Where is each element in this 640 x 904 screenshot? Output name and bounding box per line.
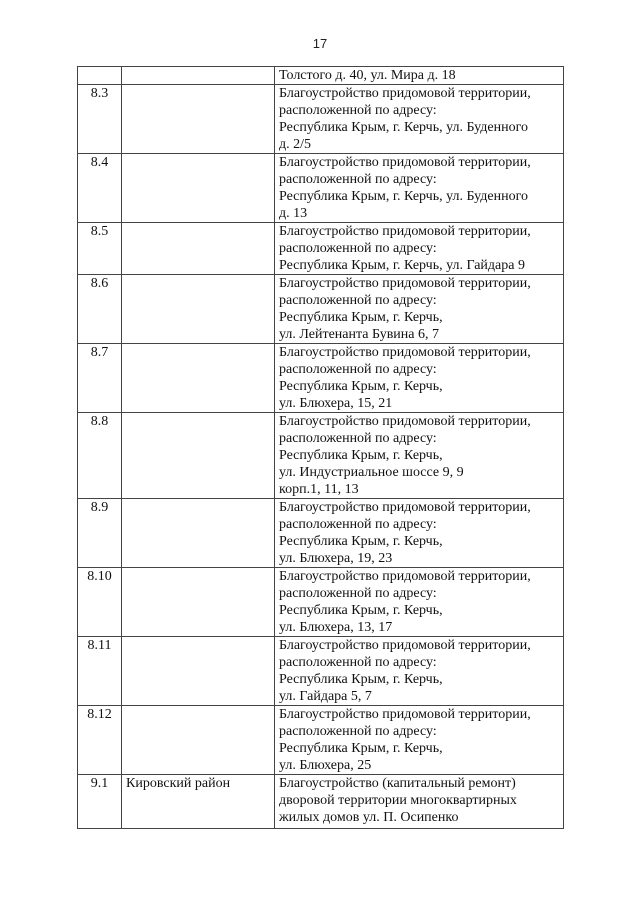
row-number: 8.8 xyxy=(78,413,122,499)
row-number: 8.7 xyxy=(78,344,122,413)
row-number: 8.6 xyxy=(78,275,122,344)
description-line: расположенной по адресу: xyxy=(279,724,437,739)
description-line: Республика Крым, г. Керчь, xyxy=(279,379,443,394)
description-line: ул. Индустриальное шоссе 9, 9 xyxy=(279,465,464,480)
row-number: 8.10 xyxy=(78,568,122,637)
description-line: жилых домов ул. П. Осипенко xyxy=(279,810,459,825)
description-line: Благоустройство придомовой территории, xyxy=(279,414,531,429)
description-line: д. 13 xyxy=(279,206,308,221)
page-number: 17 xyxy=(312,36,328,51)
row-number: 9.1 xyxy=(78,775,122,829)
row-district xyxy=(122,344,275,413)
table-row xyxy=(78,499,564,568)
description-line: расположенной по адресу: xyxy=(279,431,437,446)
row-description xyxy=(275,154,564,223)
row-number: 8.11 xyxy=(78,637,122,706)
description-line: ул. Блюхера, 25 xyxy=(279,758,372,773)
row-description xyxy=(275,85,564,154)
description-line: Благоустройство придомовой территории, xyxy=(279,86,531,101)
description-line: корп.1, 11, 13 xyxy=(279,482,359,497)
table-body xyxy=(78,67,564,829)
row-description xyxy=(275,706,564,775)
description-line: ул. Блюхера, 13, 17 xyxy=(279,620,393,635)
row-description xyxy=(275,413,564,499)
description-line: Республика Крым, г. Керчь, ул. Буденного xyxy=(279,189,528,204)
description-line: Республика Крым, г. Керчь, xyxy=(279,448,443,463)
description-line: дворовой территории многоквартирных xyxy=(279,793,517,808)
description-line: Благоустройство придомовой территории, xyxy=(279,707,531,722)
description-line: расположенной по адресу: xyxy=(279,172,437,187)
row-district xyxy=(122,67,275,85)
row-district xyxy=(122,154,275,223)
description-line: ул. Лейтенанта Бувина 6, 7 xyxy=(279,327,440,342)
row-district xyxy=(122,413,275,499)
description-line: Республика Крым, г. Керчь, xyxy=(279,534,443,549)
row-district: Кировский район xyxy=(122,775,275,829)
table-row xyxy=(78,775,564,829)
table-row xyxy=(78,67,564,85)
table-row xyxy=(78,568,564,637)
row-description xyxy=(275,67,564,85)
table-row xyxy=(78,85,564,154)
description-line: Республика Крым, г. Керчь, ул. Буденного xyxy=(279,120,528,135)
description-line: Толстого д. 40, ул. Мира д. 18 xyxy=(279,68,456,83)
description-line: расположенной по адресу: xyxy=(279,103,437,118)
row-description xyxy=(275,275,564,344)
description-line: Республика Крым, г. Керчь, xyxy=(279,603,443,618)
table-row xyxy=(78,154,564,223)
row-district xyxy=(122,568,275,637)
description-line: Республика Крым, г. Керчь, xyxy=(279,310,443,325)
table-row xyxy=(78,275,564,344)
description-line: Благоустройство придомовой территории, xyxy=(279,569,531,584)
row-district xyxy=(122,637,275,706)
description-line: Благоустройство (капитальный ремонт) xyxy=(279,776,516,791)
row-number: 8.12 xyxy=(78,706,122,775)
row-description xyxy=(275,775,564,829)
row-number: 8.4 xyxy=(78,154,122,223)
description-line: расположенной по адресу: xyxy=(279,586,437,601)
row-district xyxy=(122,223,275,275)
description-line: Республика Крым, г. Керчь, xyxy=(279,672,443,687)
description-line: расположенной по адресу: xyxy=(279,655,437,670)
table-row xyxy=(78,637,564,706)
description-line: Благоустройство придомовой территории, xyxy=(279,345,531,360)
row-number xyxy=(78,67,122,85)
description-line: Благоустройство придомовой территории, xyxy=(279,224,531,239)
description-line: Благоустройство придомовой территории, xyxy=(279,155,531,170)
row-description xyxy=(275,499,564,568)
description-line: Республика Крым, г. Керчь, ул. Гайдара 9 xyxy=(279,258,525,273)
row-district xyxy=(122,85,275,154)
row-description xyxy=(275,344,564,413)
description-line: Благоустройство придомовой территории, xyxy=(279,500,531,515)
row-district xyxy=(122,275,275,344)
description-line: д. 2/5 xyxy=(279,137,312,152)
description-line: Республика Крым, г. Керчь, xyxy=(279,741,443,756)
description-line: ул. Блюхера, 19, 23 xyxy=(279,551,393,566)
description-line: ул. Блюхера, 15, 21 xyxy=(279,396,393,411)
row-number: 8.5 xyxy=(78,223,122,275)
description-line: расположенной по адресу: xyxy=(279,241,437,256)
description-line: Благоустройство придомовой территории, xyxy=(279,638,531,653)
row-district xyxy=(122,499,275,568)
row-district xyxy=(122,706,275,775)
improvement-table xyxy=(77,66,564,829)
row-number: 8.9 xyxy=(78,499,122,568)
row-description xyxy=(275,223,564,275)
table-row xyxy=(78,413,564,499)
table-row xyxy=(78,706,564,775)
description-line: расположенной по адресу: xyxy=(279,362,437,377)
description-line: Благоустройство придомовой территории, xyxy=(279,276,531,291)
table-row xyxy=(78,223,564,275)
description-line: расположенной по адресу: xyxy=(279,293,437,308)
row-number: 8.3 xyxy=(78,85,122,154)
row-description xyxy=(275,568,564,637)
row-description xyxy=(275,637,564,706)
description-line: ул. Гайдара 5, 7 xyxy=(279,689,372,704)
description-line: расположенной по адресу: xyxy=(279,517,437,532)
table-row xyxy=(78,344,564,413)
